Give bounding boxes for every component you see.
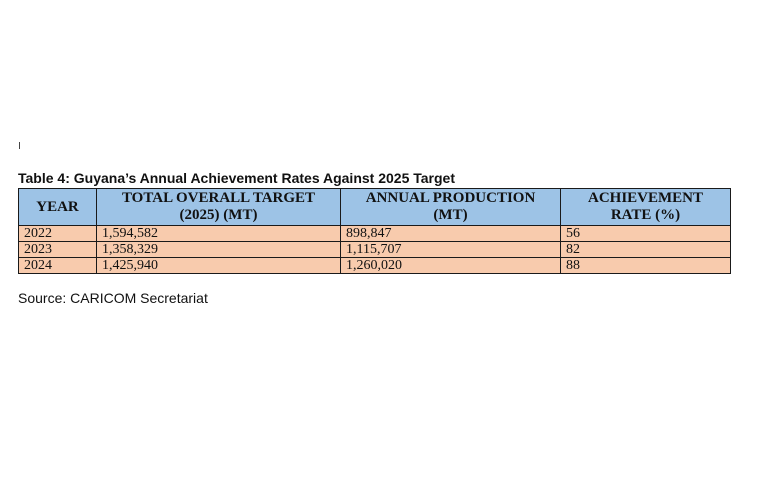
header-annual-production-line2: (MT) [433,207,468,223]
header-achievement-rate-line1: ACHIEVEMENT [587,190,703,206]
header-year [19,189,97,226]
header-annual-production-line1: ANNUAL PRODUCTION [365,190,536,206]
achievement-rates-table [18,188,731,274]
header-year-label: YEAR [36,198,79,215]
cell-production: 1,115,707 [341,242,561,258]
header-achievement-rate [561,189,731,226]
table-row [19,226,731,242]
table-row [19,258,731,274]
cell-target: 1,594,582 [97,226,341,242]
cell-year: 2023 [19,242,97,258]
header-total-target-line1: TOTAL OVERALL TARGET [121,190,316,206]
cell-rate: 88 [561,258,731,274]
header-total-target-line2: (2025) (MT) [179,207,258,223]
cell-rate: 82 [561,242,731,258]
cell-year: 2022 [19,226,97,242]
source-note: Source: CARICOM Secretariat [18,290,208,306]
cell-target: 1,358,329 [97,242,341,258]
table-row [19,242,731,258]
cell-rate: 56 [561,226,731,242]
header-achievement-rate-line2: RATE (%) [610,207,681,223]
table-title: Table 4: Guyana’s Annual Achievement Rates Against 2025 Target [18,170,455,186]
cell-production: 898,847 [341,226,561,242]
text-cursor-mark [19,142,20,149]
header-total-target [97,189,341,226]
cell-production: 1,260,020 [341,258,561,274]
table-header-row [19,189,731,226]
cell-target: 1,425,940 [97,258,341,274]
header-annual-production [341,189,561,226]
cell-year: 2024 [19,258,97,274]
